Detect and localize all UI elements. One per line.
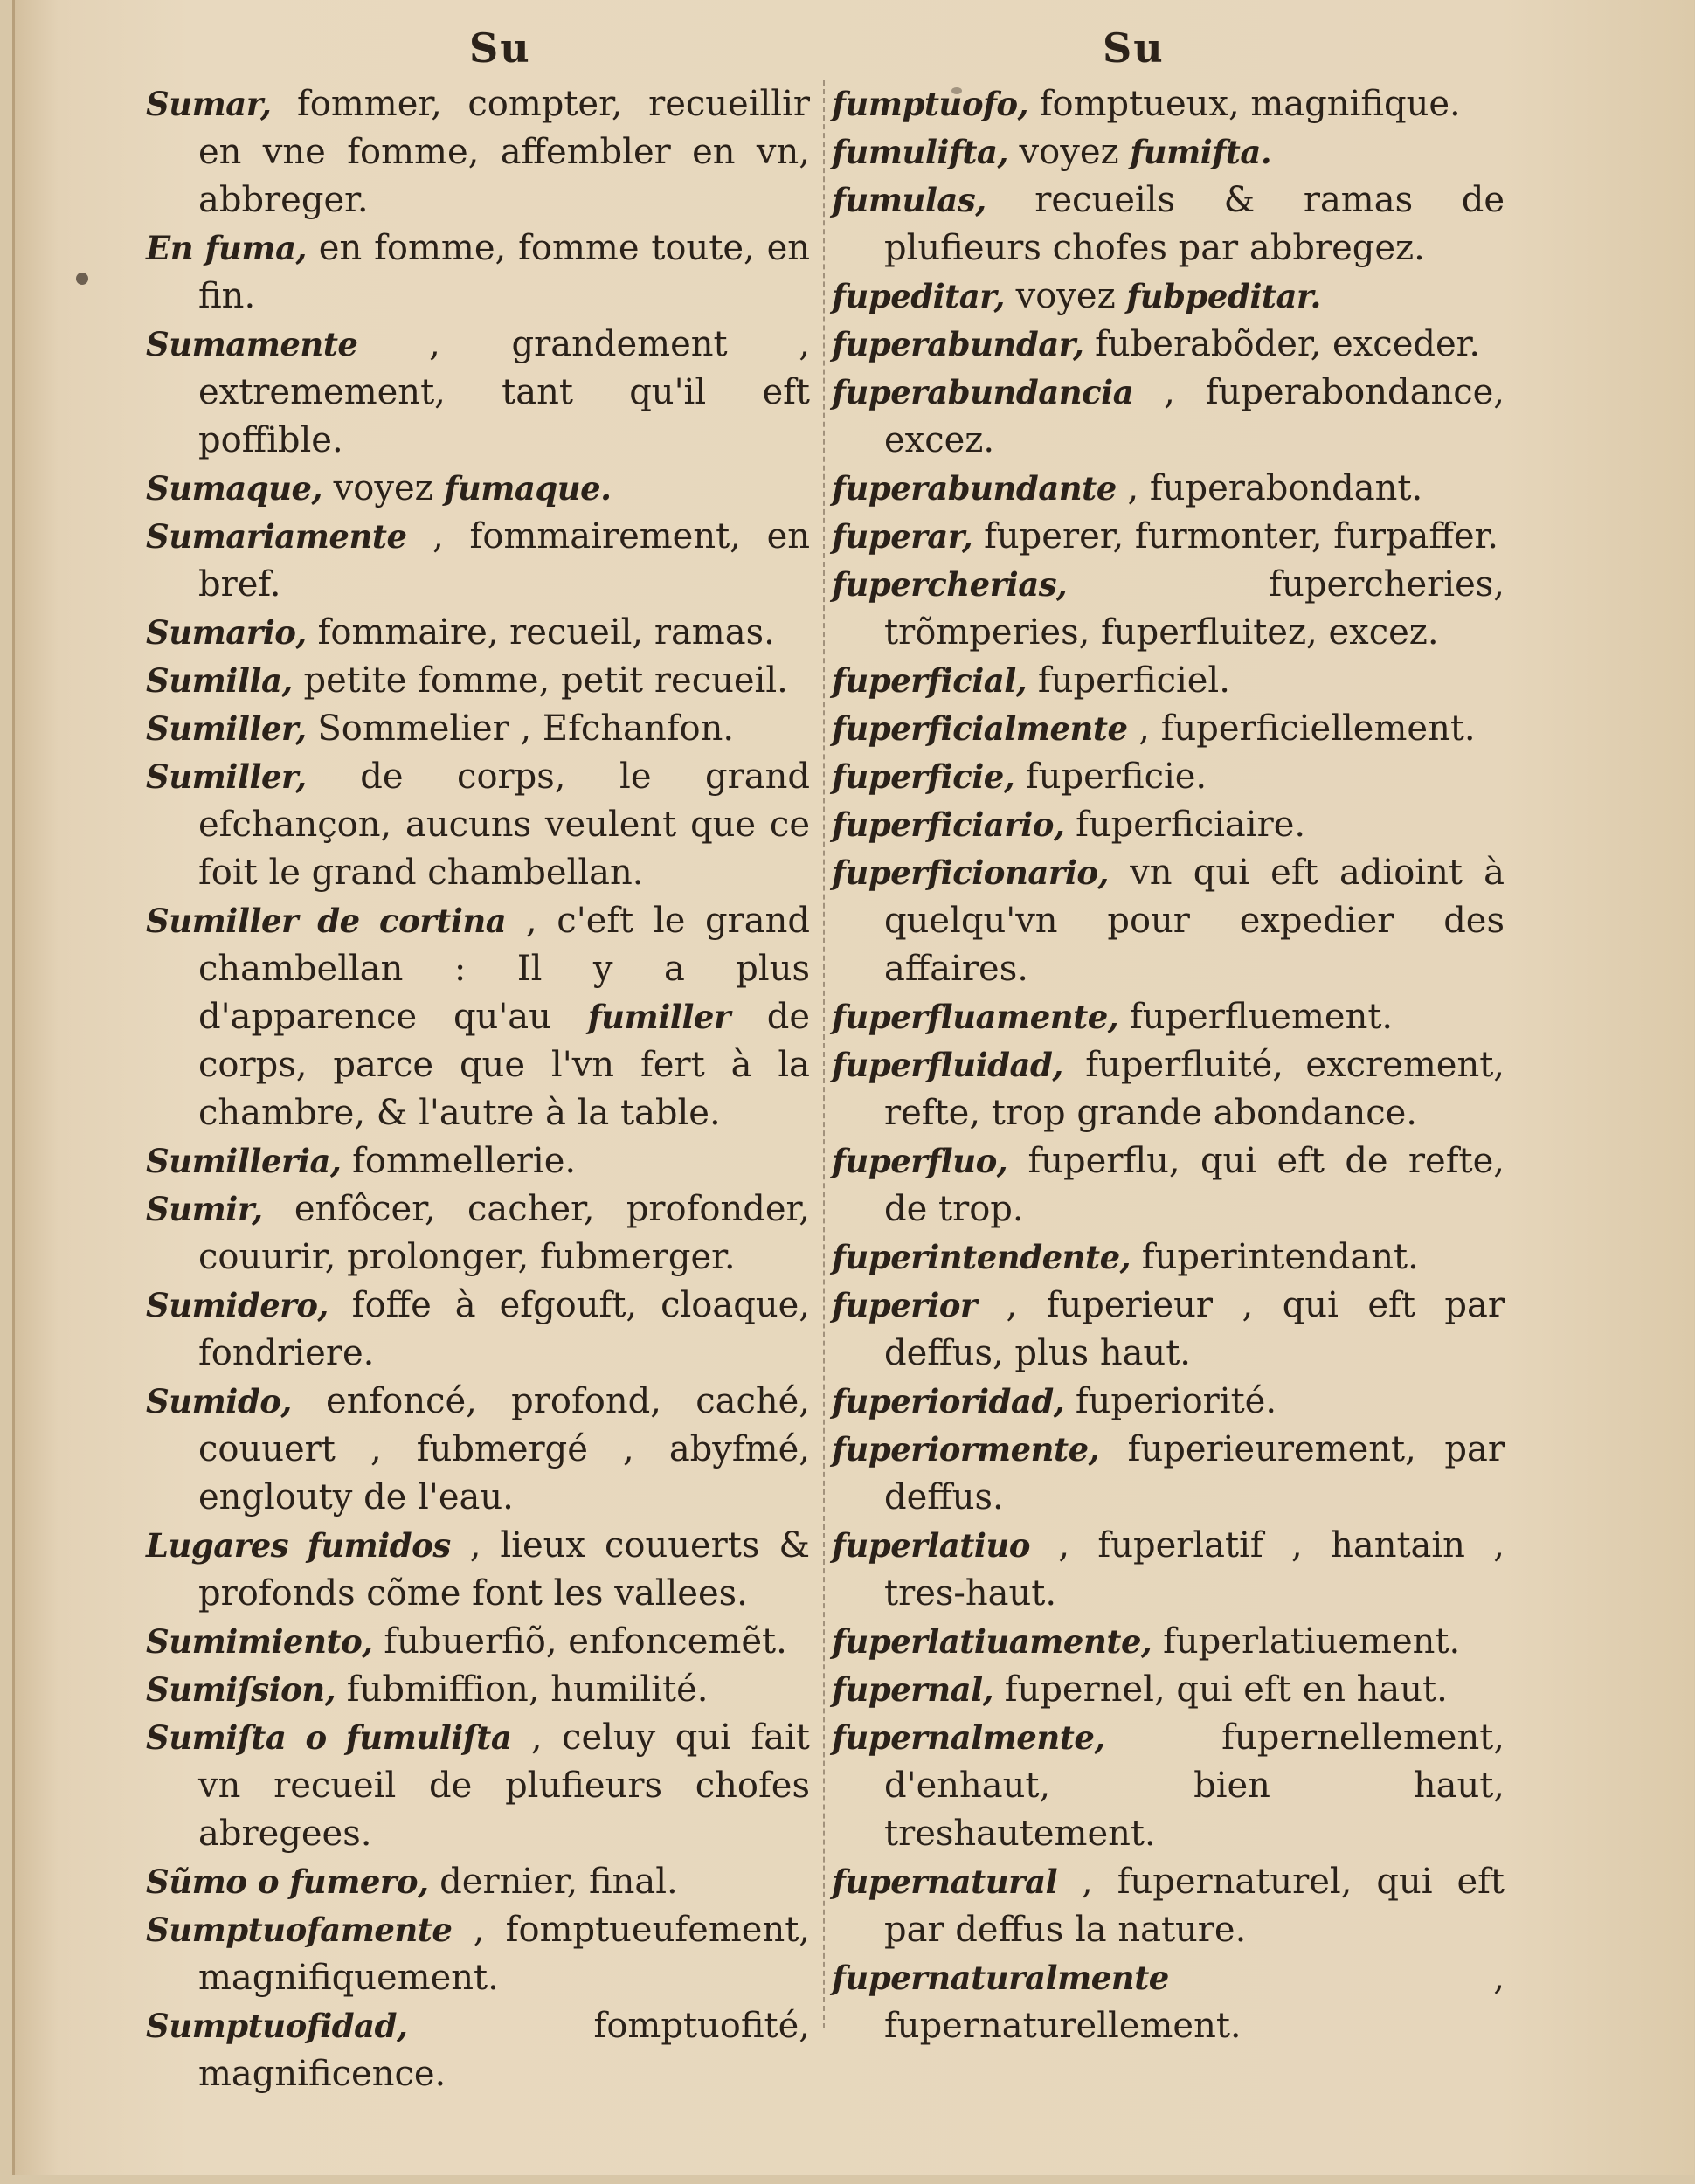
definition: fomptueux, magnifique. (1028, 84, 1461, 124)
headword: Sumptuofamente (146, 1911, 453, 1949)
dictionary-entry (832, 1954, 1505, 2050)
definition: fuperer, furmonter, furpaffer. (972, 516, 1498, 556)
definition: recueils & ramas de plufieurs chofes par abbregez. (884, 180, 1505, 268)
headword: Sumamente (146, 325, 358, 363)
cross-reference: fubpeditar. (1126, 277, 1321, 315)
cross-reference: fumaque. (444, 469, 612, 508)
headword: fuperficial, (832, 661, 1027, 700)
headword: fupernalmente, (832, 1718, 1105, 1757)
dictionary-entry (832, 657, 1505, 705)
dictionary-entry (832, 80, 1505, 128)
headword: Sumiſsion, (146, 1670, 336, 1709)
headword: fuperiormente, (832, 1430, 1100, 1469)
dictionary-entry (146, 513, 810, 609)
headword: Sumiller, (146, 757, 307, 796)
dictionary-entry (832, 1858, 1505, 1954)
book-page (12, 0, 1694, 2175)
definition: fuperflu, qui eft de refte, de trop. (884, 1141, 1505, 1229)
dictionary-entry (832, 801, 1505, 849)
definition: fuperiorité. (1064, 1381, 1277, 1421)
headword: Sumaque, (146, 469, 322, 508)
column-divider (823, 80, 825, 2028)
dictionary-entry (146, 657, 810, 705)
definition: fuperficie. (1014, 757, 1207, 797)
dictionary-entry (146, 753, 810, 897)
dictionary-entry (146, 1858, 810, 1906)
definition: fommer, compter, recueillir en vne fomme, affembler en vn, abbreger. (198, 84, 810, 220)
headword: fuperfluo, (832, 1142, 1008, 1180)
dictionary-entry (832, 1714, 1505, 1858)
headword: En fuma, (146, 229, 307, 267)
definition: vn qui eft adioint à quelqu'vn pour expedier des affaires. (884, 853, 1505, 989)
definition: , grandement , extremement, tant qu'il eft poffible. (198, 324, 810, 460)
definition: fupercheries, trõmperies, fuperfluitez, excez. (884, 564, 1505, 653)
definition: , fupernaturellement. (884, 1958, 1505, 2046)
dictionary-entry (146, 1666, 810, 1714)
dictionary-entry (146, 897, 810, 1137)
dictionary-entry (146, 1522, 810, 1618)
definition: , fuperabondance, excez. (884, 372, 1505, 460)
definition: fuperfluité, excrement, refte, trop grande abondance. (884, 1045, 1505, 1133)
headword: fuperfluidad, (832, 1046, 1063, 1084)
dictionary-entry (146, 2002, 810, 2098)
definition: fuperlatiuement. (1152, 1621, 1461, 1662)
dictionary-entry (146, 321, 810, 465)
definition: fuberabõder, exceder. (1083, 324, 1481, 364)
definition: enfôcer, cacher, profonder, couurir, prolonger, fubmerger. (198, 1189, 810, 1277)
dictionary-entry (146, 465, 810, 513)
dictionary-entry (832, 1666, 1505, 1714)
dictionary-entry (832, 1234, 1505, 1282)
dictionary-entry (146, 1137, 810, 1185)
definition: fommaire, recueil, ramas. (306, 612, 775, 653)
definition: Sommelier , Efchanfon. (306, 708, 735, 749)
dictionary-entry (832, 993, 1505, 1041)
definition: , fommairement, en bref. (198, 516, 810, 605)
headword: fupeditar, (832, 277, 1005, 315)
dictionary-entry (146, 80, 810, 225)
ink-spot (76, 273, 88, 285)
dictionary-entry (832, 705, 1505, 753)
definition: fuperficiel. (1027, 660, 1230, 701)
dictionary-entry (832, 1618, 1505, 1666)
headword: fupernatural (832, 1863, 1058, 1901)
dictionary-entry (832, 1041, 1505, 1137)
headword: fuperintendente, (832, 1238, 1131, 1276)
dictionary-entry (146, 1906, 810, 2002)
left-column (146, 80, 810, 2098)
definition: fuperficiaire. (1064, 805, 1306, 845)
headword: Sumimiento, (146, 1622, 373, 1661)
headword: fuperfluamente, (832, 998, 1119, 1036)
definition: , fuperlatif , hantain , tres-haut. (884, 1525, 1505, 1614)
cross-reference: fumiller (587, 998, 730, 1036)
headword: fuperficie, (832, 757, 1015, 796)
definition: de corps, le grand efchançon, aucuns veulent que ce foit le grand chambellan. (198, 757, 810, 893)
definition: petite fomme, petit recueil. (292, 660, 788, 701)
right-column (832, 80, 1505, 2050)
dictionary-entry (832, 176, 1505, 273)
dictionary-entry (832, 369, 1505, 465)
dictionary-entry (146, 705, 810, 753)
dictionary-entry (832, 753, 1505, 801)
headword: fumulas, (832, 181, 986, 219)
headword: Sumido, (146, 1382, 292, 1420)
dictionary-entry (832, 465, 1505, 513)
headword: fuperar, (832, 517, 973, 556)
definition: , celuy qui fait vn recueil de plufieurs chofes abregees. (198, 1717, 810, 1854)
cross-reference: fumifta. (1130, 133, 1272, 171)
definition: fupernel, qui eft en haut. (993, 1669, 1448, 1710)
headword: Sumar, (146, 85, 272, 123)
headword: fupernaturalmente (832, 1959, 1169, 1997)
definition: , fuperabondant. (1116, 468, 1423, 508)
headword: Sumiſta o fumuliſta (146, 1718, 512, 1757)
definition: , fuperficiellement. (1127, 708, 1476, 749)
dictionary-entry (146, 1282, 810, 1378)
headword: fuperior (832, 1286, 977, 1324)
definition: voyez (1007, 132, 1131, 172)
definition: foffe à efgouft, cloaque, fondriere. (198, 1285, 810, 1373)
definition: fomptuofité, magnificence. (198, 2006, 810, 2094)
definition: fuperieurement, par deffus. (884, 1429, 1505, 1517)
headword: Sumptuofidad, (146, 2007, 408, 2045)
definition: , fomptueufement, magnifiquement. (198, 1910, 810, 1998)
definition: , fuperieur , qui eft par deffus, plus haut. (884, 1285, 1505, 1373)
dictionary-entry (832, 1522, 1505, 1618)
dictionary-entry (146, 1714, 810, 1858)
dictionary-entry (832, 1426, 1505, 1522)
definition: fubuerfiõ, enfoncemẽt. (372, 1621, 787, 1662)
definition: , lieux couuerts & profonds cõme font les vallees. (198, 1525, 810, 1614)
headword: Sũmo o fumero, (146, 1863, 429, 1901)
dictionary-entry (832, 128, 1505, 176)
headword: Sumario, (146, 613, 307, 652)
running-head-left: Su (469, 24, 531, 72)
definition: fupernellement, d'enhaut, bien haut, treshautement. (884, 1717, 1505, 1854)
headword: fumulifta, (832, 133, 1008, 171)
dictionary-entry (832, 1137, 1505, 1234)
dictionary-entry (832, 849, 1505, 993)
definition: , c'eft le grand chambellan : Il y a plus d'apparence qu'au (198, 901, 810, 1037)
headword: fuperficionario, (832, 854, 1109, 892)
headword: Lugares fumidos (146, 1526, 451, 1565)
dictionary-entry (146, 1378, 810, 1522)
definition: enfoncé, profond, caché, couuert , fubmergé , abyfmé, englouty de l'eau. (198, 1381, 810, 1517)
headword: Sumilleria, (146, 1142, 342, 1180)
definition: en fomme, fomme toute, en fin. (198, 228, 811, 316)
dictionary-entry (146, 609, 810, 657)
definition: fubmiffion, humilité. (336, 1669, 709, 1710)
definition: , fupernaturel, qui eft par deffus la nature. (884, 1862, 1505, 1950)
headword: fupernal, (832, 1670, 994, 1709)
headword: fuperlatiuamente, (832, 1622, 1152, 1661)
headword: Sumilla, (146, 661, 293, 700)
dictionary-entry (832, 1378, 1505, 1426)
dictionary-entry (832, 273, 1505, 321)
definition: voyez (322, 468, 445, 508)
headword: fuperficiario, (832, 805, 1065, 844)
headword: fuperabundancia (832, 373, 1134, 411)
ink-spot (951, 87, 962, 94)
dictionary-entry (832, 321, 1505, 369)
dictionary-entry (832, 561, 1505, 657)
running-head-right: Su (1103, 24, 1165, 72)
definition: dernier, final. (428, 1862, 678, 1902)
headword: Sumidero, (146, 1286, 329, 1324)
headword: fupercherias, (832, 565, 1068, 604)
definition: fuperintendant. (1131, 1237, 1419, 1277)
definition: fommellerie. (341, 1141, 577, 1181)
headword: fuperabundante (832, 469, 1117, 508)
headword: fuperlatiuo (832, 1526, 1030, 1565)
headword: fumptuofo, (832, 85, 1028, 123)
headword: Sumir, (146, 1190, 263, 1228)
headword: Sumiller, (146, 709, 307, 748)
definition: voyez (1004, 276, 1127, 316)
dictionary-entry (146, 225, 810, 321)
headword: fuperioridad, (832, 1382, 1065, 1420)
definition-continued: de corps, parce que l'vn fert à la chambre, & l'autre à la table. (198, 997, 810, 1133)
dictionary-entry (146, 1185, 810, 1282)
headword: fuperabundar, (832, 325, 1084, 363)
headword: Sumiller de cortina (146, 902, 507, 940)
headword: Sumariamente (146, 517, 407, 556)
dictionary-entry (832, 1282, 1505, 1378)
dictionary-entry (146, 1618, 810, 1666)
dictionary-entry (832, 513, 1505, 561)
headword: fuperficialmente (832, 709, 1128, 748)
definition: fuperfluement. (1118, 997, 1394, 1037)
